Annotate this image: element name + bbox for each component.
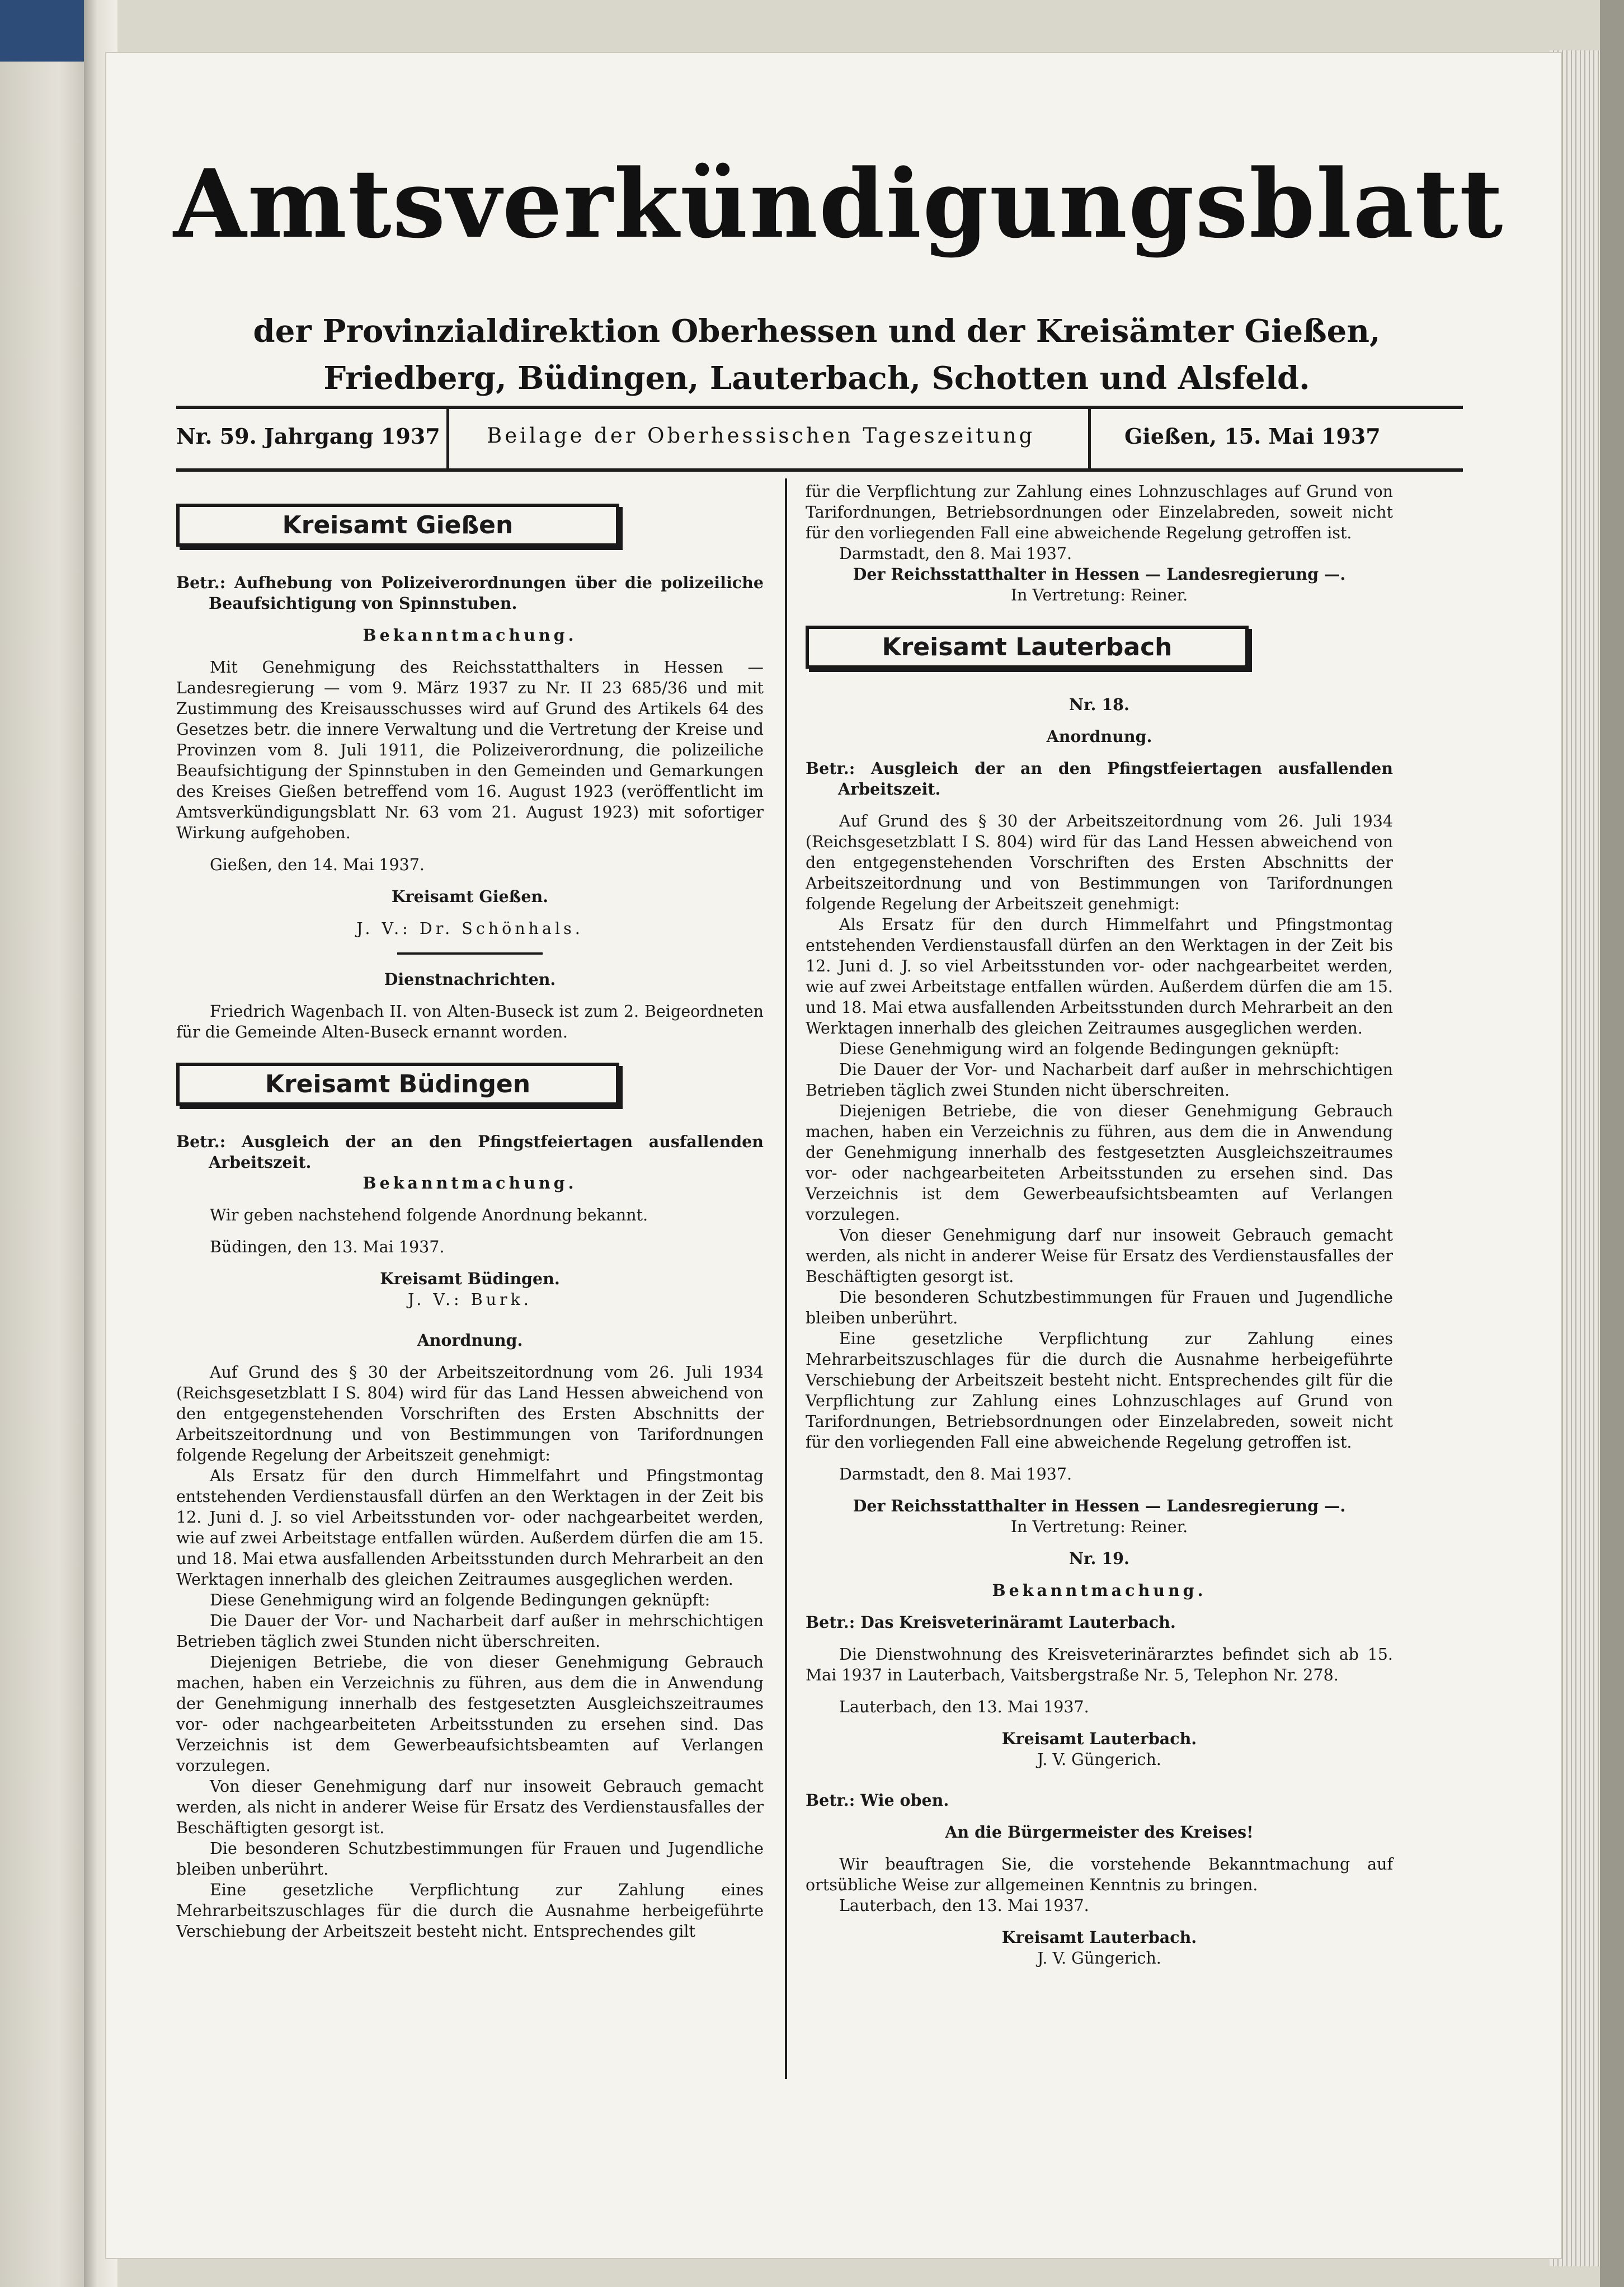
lauterbach-para-6: Von dieser Genehmigung darf nur insoweit Gebrauch gemacht werden, als nicht in anderer Weise für Ersatz des Verdienstausfalles der Beschäftigten gesorgt ist. xyxy=(806,1226,1393,1286)
buedingen-signature: J. V.: Burk. xyxy=(408,1290,532,1309)
lauterbach-signature: In Vertretung: Reiner. xyxy=(1010,1518,1188,1536)
lauterbach-para-7: Die besonderen Schutzbestimmungen für Frauen und Jugendliche bleiben unberührt. xyxy=(806,1288,1393,1327)
lauterbach-para-2: Als Ersatz für den durch Himmelfahrt und Pfingstmontag entstehenden Verdienstausfall dürfen an den Werktagen in der Zeit bis 12. Juni d. J. so viel Arbeitsstunden vor- oder nachgearbeitet werden, wie auf zwei Arbeitstage entfallen würden. Außerdem dürfen die am 15. und 18. Mai etwa ausfallenden Arbeitsstunden durch Mehrarbeit an den Werktagen innerhalb des gleichen Zeitraumes ausgeglichen werden. xyxy=(806,915,1393,1037)
lauterbach-betr: Betr.: Ausgleich der an den Pfingstfeiertagen ausfallenden Arbeitszeit. xyxy=(806,759,1393,799)
buedingen-anordnung-heading: Anordnung. xyxy=(417,1331,523,1350)
left-page-edge xyxy=(0,0,98,2287)
section-heading-buedingen: Kreisamt Büdingen xyxy=(176,1063,619,1106)
issue-number: Nr. 59. Jahrgang 1937 xyxy=(176,424,440,449)
section-heading-giessen: Kreisamt Gießen xyxy=(176,504,619,547)
lauterbach-body-3: Wir beauftragen Sie, die vorstehende Bekanntmachung auf ortsübliche Weise zur allgemeinen Kenntnis zu bringen. xyxy=(806,1855,1393,1894)
right-board xyxy=(1600,0,1624,2287)
dienstnachrichten-body: Friedrich Wagenbach II. von Alten-Buseck ist zum 2. Beigeordneten für die Gemeinde Alten-Buseck ernannt worden. xyxy=(176,1002,764,1041)
buedingen-para-1: Auf Grund des § 30 der Arbeitszeitordnung vom 26. Juli 1934 (Reichsgesetzblatt I S. 804) wird für das Land Hessen abweichend von den entgegenstehenden Vorschriften des Ersten Abschnitts der Arbeitszeitordnung und von Bestimmungen von Tarifordnungen folgende Regelung der Arbeitszeit genehmigt: xyxy=(176,1363,764,1464)
buedingen-body: Wir geben nachstehend folgende Anordnung bekannt. xyxy=(210,1206,648,1224)
continued-office: Der Reichsstatthalter in Hessen — Landesregierung —. xyxy=(853,565,1346,584)
lauterbach-para-5: Diejenigen Betriebe, die von dieser Genehmigung Gebrauch machen, haben ein Verzeichnis zu führen, aus dem die in Anwendung der Genehmigung innerhalb des festgesetzten Ausgleichszeitraumes vor- oder nachgearbeiteten Arbeitsstunden zu ersehen sind. Das Verzeichnis ist dem Gewerbeaufsichtsbeamten auf Verlangen vorzulegen. xyxy=(806,1102,1393,1224)
lauterbach-anordnung-heading: Anordnung. xyxy=(1046,727,1152,746)
buedingen-office: Kreisamt Büdingen. xyxy=(380,1269,560,1288)
lauterbach-date-3: Lauterbach, den 13. Mai 1937. xyxy=(839,1896,1089,1915)
left-column xyxy=(176,504,764,1942)
giessen-office: Kreisamt Gießen. xyxy=(391,887,549,906)
buedingen-betr: Betr.: Ausgleich der an den Pfingstfeiertagen ausfallenden Arbeitszeit. xyxy=(176,1132,764,1172)
giessen-signature: J. V.: Dr. Schönhals. xyxy=(356,919,583,938)
lauterbach-office-2: Kreisamt Lauterbach. xyxy=(1001,1729,1197,1748)
buedingen-date: Büdingen, den 13. Mai 1937. xyxy=(210,1238,445,1256)
lauterbach-office: Der Reichsstatthalter in Hessen — Landesregierung —. xyxy=(853,1496,1346,1515)
masthead-subtitle: der Provinzialdirektion Oberhessen und der Kreisämter Gießen, Friedberg, Büdingen, Lauterbach, Schotten und Alsfeld. xyxy=(253,313,1381,397)
lauterbach-nr19: Nr. 19. xyxy=(1069,1549,1129,1568)
right-column xyxy=(806,481,1393,1969)
continued-date: Darmstadt, den 8. Mai 1937. xyxy=(839,544,1072,563)
issue-supplement: Beilage der Oberhessischen Tageszeitung xyxy=(487,424,1035,448)
giessen-body: Mit Genehmigung des Reichsstatthalters in Hessen — Landesregierung — vom 9. März 1937 zu Nr. II 23 685/36 und mit Zustimmung des Kreisausschusses wird auf Grund des Artikels 64 des Gesetzes betr. die innere Verwaltung und die Vertretung der Kreise und Provinzen vom 8. Juli 1911, die Polizeiverordnung, die polizeiliche Beaufsichtigung der Spinnstuben in den Gemeinden und Gemarkungen des Kreises Gießen betreffend vom 16. August 1923 (veröffentlicht im Amtsverkündigungsblatt Nr. 63 vom 21. August 1923) mit sofortiger Wirkung aufgehoben. xyxy=(176,658,764,842)
lauterbach-address: An die Bürgermeister des Kreises! xyxy=(945,1823,1254,1842)
masthead-title: Amtsverkündigungsblatt xyxy=(173,148,1504,259)
blue-cover-corner xyxy=(0,0,98,62)
newspaper-page xyxy=(106,53,1561,2258)
lauterbach-body-2: Die Dienstwohnung des Kreisveterinärarztes befindet sich ab 15. Mai 1937 in Lauterbach, Vaitsbergstraße Nr. 5, Telephon Nr. 278. xyxy=(806,1645,1393,1684)
lauterbach-para-3: Diese Genehmigung wird an folgende Bedingungen geknüpft: xyxy=(839,1040,1340,1058)
lauterbach-office-3: Kreisamt Lauterbach. xyxy=(1001,1928,1197,1947)
issue-divider-2 xyxy=(1088,409,1091,472)
giessen-bekanntmachung: Bekanntmachung. xyxy=(363,626,577,645)
dienstnachrichten-heading: Dienstnachrichten. xyxy=(384,970,556,989)
lauterbach-date: Darmstadt, den 8. Mai 1937. xyxy=(839,1465,1072,1483)
lauterbach-para-1: Auf Grund des § 30 der Arbeitszeitordnung vom 26. Juli 1934 (Reichsgesetzblatt I S. 804) wird für das Land Hessen abweichend von den entgegenstehenden Vorschriften des Ersten Abschnitts der Arbeitszeitordnung und von Bestimmungen von Tarifordnungen folgende Regelung der Arbeitszeit genehmigt: xyxy=(806,812,1393,913)
lauterbach-para-8: Eine gesetzliche Verpflichtung zur Zahlung eines Mehrarbeitszuschlages für die durch die Ausnahme herbeigeführte Verschiebung der Arbeitszeit besteht nicht. Entsprechendes gilt für die Verpflichtung zur Zahlung eines Lohnzuschlages auf Grund von Tarifordnungen, Betriebsordnungen oder Einzelabreden, soweit nicht für den vorliegenden Fall eine abweichende Regelung getroffen ist. xyxy=(806,1330,1393,1452)
buedingen-para-8: Eine gesetzliche Verpflichtung zur Zahlung eines Mehrarbeitszuschlages für die durch die Ausnahme herbeigeführte Verschiebung der Arbeitszeit besteht nicht. Entsprechendes gilt xyxy=(176,1881,764,1941)
buedingen-para-4: Die Dauer der Vor- und Nacharbeit darf außer in mehrschichtigen Betrieben täglich zwei Stunden nicht überschreiten. xyxy=(176,1612,764,1651)
buedingen-para-3: Diese Genehmigung wird an folgende Bedingungen geknüpft: xyxy=(210,1591,710,1609)
giessen-betr: Betr.: Aufhebung von Polizeiverordnungen über die polizeiliche Beaufsichtigung von Spinnstuben. xyxy=(176,573,764,613)
section-heading-lauterbach: Kreisamt Lauterbach xyxy=(806,626,1249,669)
issue-divider-1 xyxy=(446,409,449,472)
header-rule-top xyxy=(176,406,1463,409)
buedingen-para-2: Als Ersatz für den durch Himmelfahrt und Pfingstmontag entstehenden Verdienstausfall dürfen an den Werktagen in der Zeit bis 12. Juni d. J. so viel Arbeitsstunden vor- oder nachgearbeitet werden, wie auf zwei Arbeitstage entfallen würden. Außerdem dürfen die am 15. und 18. Mai etwa ausfallenden Arbeitsstunden durch Mehrarbeit an den Werktagen innerhalb des gleichen Zeitraumes ausgeglichen werden. xyxy=(176,1467,764,1589)
continued-signature: In Vertretung: Reiner. xyxy=(1010,586,1188,604)
lauterbach-betr-2: Betr.: Das Kreisveterinäramt Lauterbach. xyxy=(806,1613,1176,1632)
column-divider xyxy=(785,478,787,2079)
separator-rule xyxy=(397,952,543,955)
buedingen-bekanntmachung: Bekanntmachung. xyxy=(363,1173,577,1192)
buedingen-para-7: Die besonderen Schutzbestimmungen für Frauen und Jugendliche bleiben unberührt. xyxy=(176,1839,764,1879)
lauterbach-bekanntmachung: Bekanntmachung. xyxy=(992,1581,1207,1600)
lauterbach-date-2: Lauterbach, den 13. Mai 1937. xyxy=(839,1698,1089,1716)
continued-text: für die Verpflichtung zur Zahlung eines Lohnzuschlages auf Grund von Tarifordnungen, Betriebsordnungen oder Einzelabreden, soweit nicht für den vorliegenden Fall eine abweichende Regelung getroffen ist. xyxy=(806,482,1393,542)
buedingen-para-6: Von dieser Genehmigung darf nur insoweit Gebrauch gemacht werden, als nicht in anderer Weise für Ersatz des Verdienstausfalles der Beschäftigten gesorgt ist. xyxy=(176,1777,764,1837)
buedingen-para-5: Diejenigen Betriebe, die von dieser Genehmigung Gebrauch machen, haben ein Verzeichnis zu führen, aus dem die in Anwendung der Genehmigung innerhalb des festgesetzten Ausgleichszeitraumes vor- oder nachgearbeiteten Arbeitsstunden zu ersehen sind. Das Verzeichnis ist dem Gewerbeaufsichtsbeamten auf Verlangen vorzulegen. xyxy=(176,1653,764,1775)
lauterbach-betr-3: Betr.: Wie oben. xyxy=(806,1791,949,1810)
lauterbach-signature-3: J. V. Güngerich. xyxy=(1037,1949,1161,1967)
lauterbach-nr18: Nr. 18. xyxy=(1069,695,1129,714)
lauterbach-signature-2: J. V. Güngerich. xyxy=(1037,1750,1161,1769)
lauterbach-para-4: Die Dauer der Vor- und Nacharbeit darf außer in mehrschichtigen Betrieben täglich zwei Stunden nicht überschreiten. xyxy=(806,1060,1393,1100)
issue-place-date: Gießen, 15. Mai 1937 xyxy=(1124,424,1381,449)
header-rule-bottom xyxy=(176,468,1463,472)
giessen-date: Gießen, den 14. Mai 1937. xyxy=(210,856,425,874)
